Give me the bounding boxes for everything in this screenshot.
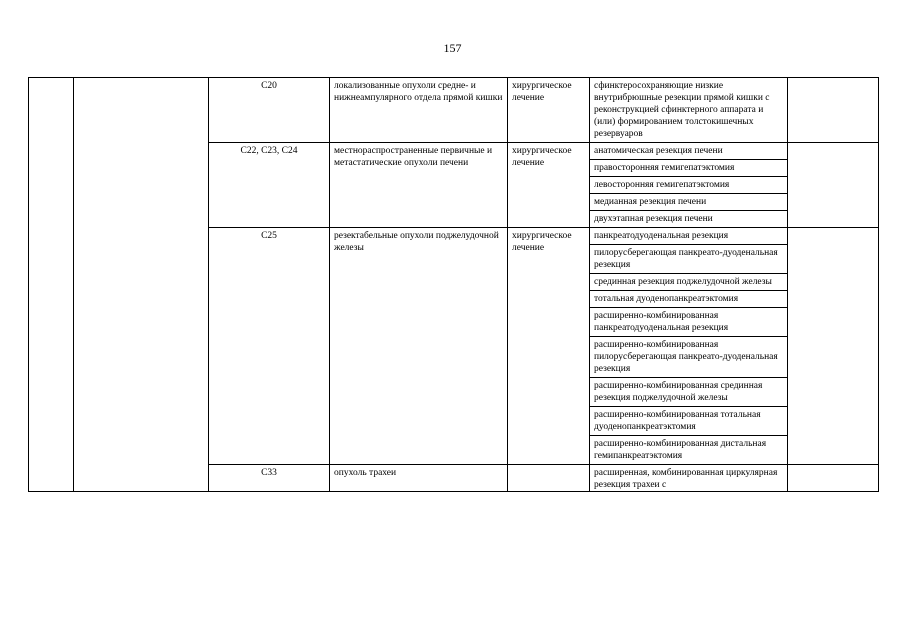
- blank-column-2: [74, 78, 209, 492]
- diagnosis-code-cell: C20: [209, 78, 330, 143]
- treatment-type-cell: [508, 465, 590, 492]
- method-cell: расширенно-комбинированная тотальная дуоденопанкреатэктомия: [590, 407, 788, 436]
- empty-last-column: [788, 78, 879, 143]
- treatment-table: [28, 77, 879, 492]
- treatment-type-cell: хирургическое лечение: [508, 78, 590, 143]
- diagnosis-cell: местнораспространенные первичные и метастатические опухоли печени: [330, 143, 508, 228]
- diagnosis-cell: резектабельные опухоли поджелудочной железы: [330, 228, 508, 465]
- method-cell: двухэтапная резекция печени: [590, 211, 788, 228]
- blank-column-1: [29, 78, 74, 492]
- method-cell: пилорусберегающая панкреато-дуоденальная резекция: [590, 245, 788, 274]
- treatment-type-cell: хирургическое лечение: [508, 228, 590, 465]
- method-cell: панкреатодуоденальная резекция: [590, 228, 788, 245]
- table-row: [29, 78, 879, 143]
- method-cell: расширенно-комбинированная пилорусберегающая панкреато-дуоденальная резекция: [590, 337, 788, 378]
- page-number: 157: [443, 41, 462, 55]
- method-cell: расширенно-комбинированная дистальная гемипанкреатэктомия: [590, 436, 788, 465]
- diagnosis-cell: опухоль трахеи: [330, 465, 508, 492]
- method-cell: срединная резекция поджелудочной железы: [590, 274, 788, 291]
- diagnosis-code-cell: C33: [209, 465, 330, 492]
- treatment-type-cell: хирургическое лечение: [508, 143, 590, 228]
- method-cell: медианная резекция печени: [590, 194, 788, 211]
- empty-last-column: [788, 465, 879, 492]
- method-cell: тотальная дуоденопанкреатэктомия: [590, 291, 788, 308]
- table-body: [29, 78, 879, 492]
- empty-last-column: [788, 143, 879, 228]
- method-cell: расширенно-комбинированная срединная резекция поджелудочной железы: [590, 378, 788, 407]
- diagnosis-code-cell: C22, C23, C24: [209, 143, 330, 228]
- diagnosis-code-cell: C25: [209, 228, 330, 465]
- method-cell: сфинктеросохраняющие низкие внутрибрюшные резекции прямой кишки с реконструкцией сфинктерного аппарата и (или) формированием толстокишечных резервуаров: [590, 78, 788, 143]
- method-cell: [590, 465, 788, 492]
- method-cell: левосторонняя гемигепатэктомия: [590, 177, 788, 194]
- method-cell: правосторонняя гемигепатэктомия: [590, 160, 788, 177]
- method-cell: анатомическая резекция печени: [590, 143, 788, 160]
- method-cell: расширенно-комбинированная панкреатодуоденальная резекция: [590, 308, 788, 337]
- method-text: расширенная, комбинированная циркулярная резекция трахеи с: [594, 468, 778, 489]
- diagnosis-cell: локализованные опухоли средне- и нижнеампулярного отдела прямой кишки: [330, 78, 508, 143]
- empty-last-column: [788, 228, 879, 465]
